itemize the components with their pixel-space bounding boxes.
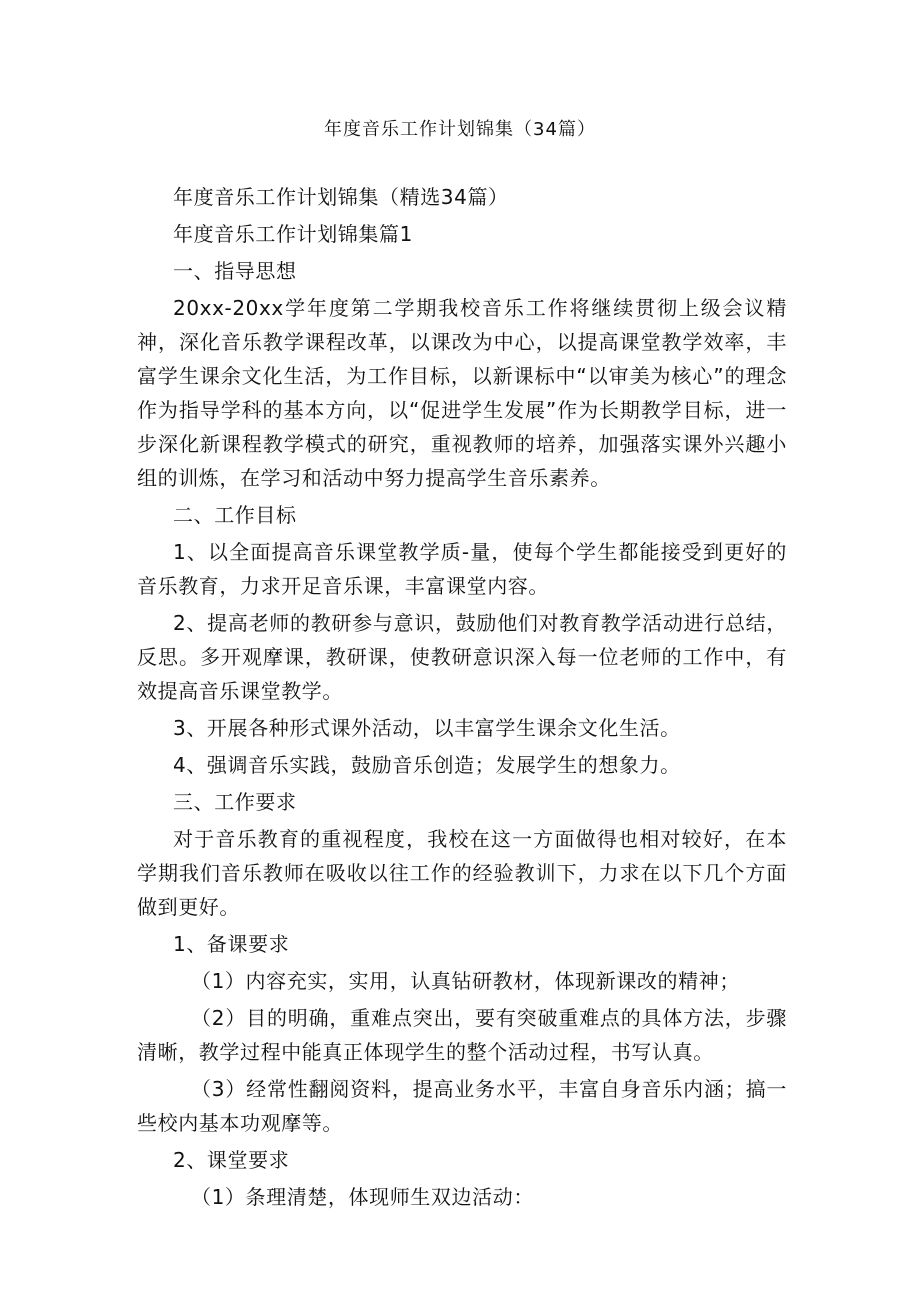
heading-guiding-ideology: 一、指导思想 xyxy=(173,259,297,283)
paragraph-classroom-1: （1）条理清楚，体现师生双边活动： xyxy=(191,1185,534,1209)
heading-classroom: 2、课堂要求 xyxy=(173,1148,290,1172)
paragraph-goal-3: 3、开展各种形式课外活动，以丰富学生课余文化生活。 xyxy=(173,716,681,740)
heading-work-requirements: 三、工作要求 xyxy=(173,790,297,814)
paragraph-subtitle: 年度音乐工作计划锦集（精选34篇） xyxy=(173,185,509,209)
paragraph-prep-3: （3）经常性翻阅资料，提高业务水平，丰富自身音乐内涵；搞一些校内基本功观摩等。 xyxy=(137,1077,787,1135)
paragraph-goal-2: 2、提高老师的教研参与意识，鼓励他们对教育教学活动进行总结，反思。多开观摩课，教研课，使教研意识深入每一位老师的工作中，有效提高音乐课堂教学。 xyxy=(137,611,787,703)
heading-work-goals: 二、工作目标 xyxy=(173,503,297,527)
paragraph-goal-1: 1、以全面提高音乐课堂教学质-量，使每个学生都能接受到更好的音乐教育，力求开足音乐课，丰富课堂内容。 xyxy=(137,540,787,598)
heading-lesson-prep: 1、备课要求 xyxy=(173,932,290,956)
paragraph-section-heading: 年度音乐工作计划锦集篇1 xyxy=(173,222,413,246)
document-title: 年度音乐工作计划锦集（34篇） xyxy=(324,119,596,140)
paragraph-requirements-intro: 对于音乐教育的重视程度，我校在这一方面做得也相对较好，在本学期我们音乐教师在吸收以往工作的经验教训下，力求在以下几个方面做到更好。 xyxy=(137,827,787,919)
paragraph-guiding-ideology: 20xx-20xx学年度第二学期我校音乐工作将继续贯彻上级会议精神，深化音乐教学课程改革，以课改为中心，以提高课堂教学效率，丰富学生课余文化生活，为工作目标，以新课标中“以审美为核心”的理念作为指导学科的基本方向，以“促进学生发展”作为长期教学目标，进一步深化新课程教学模式的研究，重视教师的培养，加强落实课外兴趣小组的训炼，在学习和活动中努力提高学生音乐素养。 xyxy=(137,296,787,490)
paragraph-goal-4: 4、强调音乐实践，鼓励音乐创造；发展学生的想象力。 xyxy=(173,753,681,777)
paragraph-prep-2: （2）目的明确，重难点突出，要有突破重难点的具体方法，步骤清晰，教学过程中能真正体现学生的整个活动过程，书写认真。 xyxy=(137,1006,787,1064)
document-body xyxy=(137,180,787,1214)
paragraph-prep-1: （1）内容充实，实用，认真钻研教材，体现新课改的精神； xyxy=(191,969,740,993)
